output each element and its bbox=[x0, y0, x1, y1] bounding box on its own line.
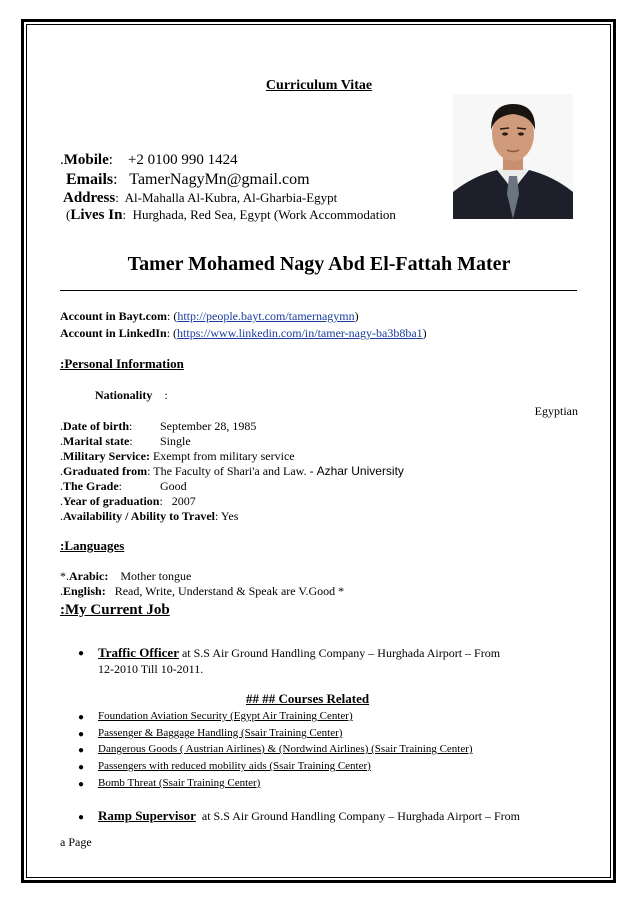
courses-heading: ## ## Courses Related bbox=[246, 691, 370, 706]
linkedin-label: Account in LinkedIn bbox=[60, 326, 167, 340]
role2-title: Ramp Supervisor bbox=[98, 808, 196, 823]
grade-value: Good bbox=[160, 479, 187, 493]
emails-label: Emails bbox=[66, 171, 114, 188]
role1-title: Traffic Officer bbox=[98, 645, 179, 660]
mobile-label: Mobile bbox=[63, 152, 109, 168]
lives-line: (Lives In: Hurghada, Red Sea, Egypt (Work Accommodation bbox=[66, 207, 396, 223]
address-value: Al-Mahalla Al-Kubra, Al-Gharbia-Egypt bbox=[124, 190, 338, 205]
marital-label: Marital state bbox=[63, 434, 130, 448]
current-job-heading: :My Current Job bbox=[60, 602, 170, 618]
course-item: Passengers with reduced mobility aids (Ssair Training Center) bbox=[98, 760, 371, 772]
grade-line: .The Grade: bbox=[60, 479, 123, 493]
nationality-line: Nationality : bbox=[95, 388, 168, 402]
course-item: Passenger & Baggage Handling (Ssair Training Center) bbox=[98, 727, 343, 739]
name-divider bbox=[60, 290, 577, 291]
graduation-year-label: Year of graduation bbox=[63, 494, 160, 508]
lives-label: Lives In bbox=[70, 207, 123, 223]
military-line: .Military Service: Exempt from military service bbox=[60, 449, 295, 463]
course-item: Dangerous Goods ( Austrian Airlines) & (Nordwind Airlines) (Ssair Training Center) bbox=[98, 743, 473, 755]
emails-value: TamerNagyMn@gmail.com bbox=[129, 171, 310, 188]
bullet-icon: ● bbox=[78, 812, 85, 823]
military-value: Exempt from military service bbox=[152, 449, 295, 463]
role1-line bbox=[98, 645, 500, 661]
profile-photo bbox=[453, 94, 573, 219]
bullet-icon: ● bbox=[78, 712, 85, 723]
bullet-icon: ● bbox=[78, 762, 85, 773]
graduated-university: Azhar University bbox=[316, 464, 404, 478]
availability-value: Yes bbox=[220, 509, 239, 523]
graduation-year-line: .Year of graduation: 2007 bbox=[60, 494, 196, 508]
dob-label: Date of birth bbox=[63, 419, 129, 433]
languages-heading: :Languages bbox=[60, 538, 125, 553]
profile-photo-image bbox=[453, 94, 573, 219]
english-label: English: bbox=[63, 584, 106, 598]
emails-line: Emails: TamerNagyMn@gmail.com bbox=[66, 171, 310, 188]
marital-line: .Marital state: bbox=[60, 434, 133, 448]
bayt-link[interactable]: http://people.bayt.com/tamernagymn bbox=[177, 309, 355, 323]
graduated-label: Graduated from bbox=[63, 464, 148, 478]
mobile-line: .Mobile: +2 0100 990 1424 bbox=[60, 152, 238, 168]
course-item: Foundation Aviation Security (Egypt Air Training Center) bbox=[98, 710, 353, 722]
bayt-label: Account in Bayt.com bbox=[60, 309, 167, 323]
military-label: Military Service: bbox=[63, 449, 150, 463]
address-line: Address: Al-Mahalla Al-Kubra, Al-Gharbia-Egypt bbox=[63, 190, 338, 206]
lives-value: Hurghada, Red Sea, Egypt (Work Accommodation bbox=[132, 207, 396, 222]
dob-value: September 28, 1985 bbox=[160, 419, 257, 433]
availability-line: .Availability / Ability to Travel: Yes bbox=[60, 509, 239, 523]
graduated-value: The Faculty of Shari'a and Law. - bbox=[153, 464, 314, 478]
arabic-value: Mother tongue bbox=[120, 569, 192, 583]
page-footer: a Page bbox=[60, 835, 92, 849]
dob-line: .Date of birth: bbox=[60, 419, 133, 433]
candidate-name: Tamer Mohamed Nagy Abd El-Fattah Mater bbox=[127, 253, 511, 275]
nationality-label: Nationality bbox=[95, 388, 153, 402]
graduated-line: .Graduated from: The Faculty of Shari'a and Law. - Azhar University bbox=[60, 464, 404, 478]
bullet-icon: ● bbox=[78, 729, 85, 740]
linkedin-link[interactable]: https://www.linkedin.com/in/tamer-nagy-ba3b8ba1 bbox=[177, 326, 423, 340]
course-item: Bomb Threat (Ssair Training Center) bbox=[98, 777, 261, 789]
bayt-account-line: Account in Bayt.com: (http://people.bayt.com/tamernagymn) bbox=[60, 309, 359, 323]
english-value: Read, Write, Understand & Speak are V.Good * bbox=[114, 584, 345, 598]
mobile-value: +2 0100 990 1424 bbox=[127, 152, 238, 168]
bullet-icon: ● bbox=[78, 648, 85, 659]
bullet-icon: ● bbox=[78, 745, 85, 756]
linkedin-account-line: Account in LinkedIn: (https://www.linkedin.com/in/tamer-nagy-ba3b8ba1) bbox=[60, 326, 427, 340]
arabic-label: Arabic: bbox=[69, 569, 109, 583]
availability-label: Availability / Ability to Travel bbox=[63, 509, 216, 523]
role1-dates: 12-2010 Till 10-2011. bbox=[98, 662, 204, 676]
marital-value: Single bbox=[160, 434, 191, 448]
role2-line bbox=[98, 808, 520, 824]
role1-description: at S.S Air Ground Handling Company – Hurghada Airport – From bbox=[181, 646, 501, 660]
graduation-year-value: 2007 bbox=[171, 494, 196, 508]
nationality-value: Egyptian bbox=[534, 404, 578, 418]
personal-info-heading: :Personal Information bbox=[60, 356, 184, 371]
english-line: .English: Read, Write, Understand & Speak are V.Good * bbox=[60, 584, 345, 598]
document-title: Curriculum Vitae bbox=[265, 78, 373, 93]
arabic-line: *.Arabic: Mother tongue bbox=[60, 569, 192, 583]
bullet-icon: ● bbox=[78, 779, 85, 790]
address-label: Address bbox=[63, 190, 116, 206]
role2-description: at S.S Air Ground Handling Company – Hurghada Airport – From bbox=[201, 809, 520, 823]
grade-label: The Grade bbox=[63, 479, 119, 493]
